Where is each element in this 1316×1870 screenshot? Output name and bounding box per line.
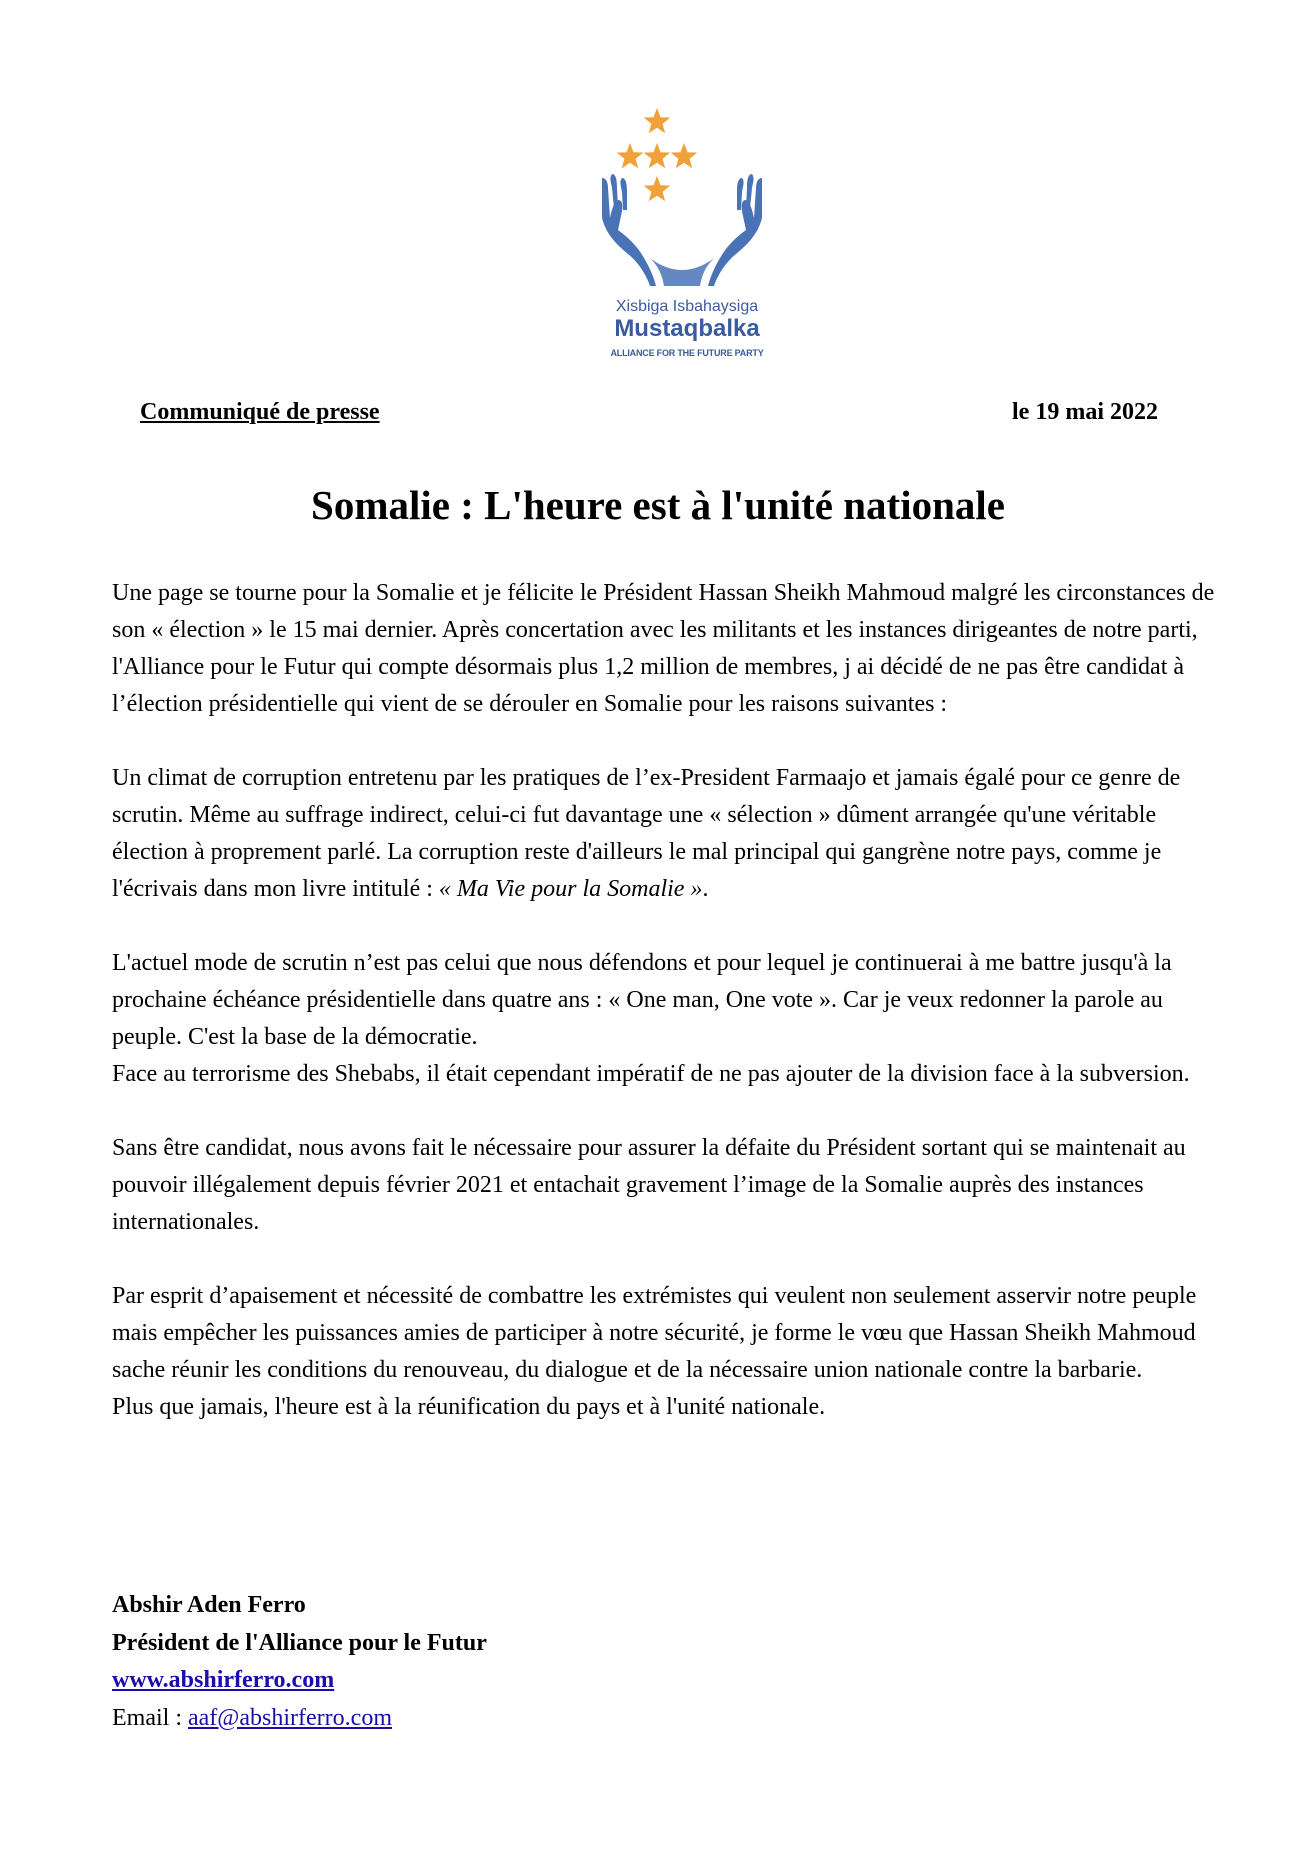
release-date: le 19 mai 2022 [1012, 399, 1158, 425]
paragraph-2-text: Un climat de corruption entretenu par les pratiques de l’ex-President Farmaajo et jamais égalé pour ce genre de scrutin. Même au suffrage indirect, celui-ci fut davantage une « sélection » dûment arrangée qu'une véritable élection à proprement parlé. La corruption reste d'ailleurs le mal principal qui gangrène notre pays, comme je l'écrivais dans mon livre intitulé : [112, 765, 1181, 902]
paragraph-7: Plus que jamais, l'heure est à la réunification du pays et à l'unité nationale. [112, 1394, 826, 1420]
paragraph-2-end: . [702, 876, 709, 902]
email-link[interactable]: aaf@abshirferro.com [187, 1704, 392, 1731]
logo-name-english: ALLIANCE FOR THE FUTURE PARTY [610, 348, 764, 358]
logo-name-somali: Xisbiga Isbahaysiga [615, 298, 759, 315]
party-logo [592, 108, 782, 358]
email-label: Email : [112, 1704, 188, 1731]
signature-block [112, 1587, 487, 1737]
book-title: « Ma Vie pour la Somalie » [438, 876, 703, 902]
logo-name-main: Mustaqbalka [614, 315, 760, 342]
paragraph-3: L'actuel mode de scrutin n’est pas celui que nous défendons et pour lequel je continuerai à me battre jusqu'à la prochaine échéance présidentielle dans quatre ans : « One man, One vote ». Car je veux redonner la parole au peuple. C'est la base de la démocratie. [112, 950, 1172, 1050]
star-icon [671, 143, 698, 168]
paragraph-5: Sans être candidat, nous avons fait le nécessaire pour assurer la défaite du Président sortant qui se maintenait au pouvoir illégalement depuis février 2021 et entachait gravement l’image de la Somalie auprès des instances internationales. [112, 1135, 1186, 1235]
star-icon [644, 143, 671, 168]
email-line [112, 1700, 487, 1738]
press-release-body [112, 575, 1222, 1463]
page-title: Somalie : L'heure est à l'unité nationale [311, 482, 1005, 528]
signatory-name: Abshir Aden Ferro [112, 1592, 306, 1618]
paragraph-6: Par esprit d’apaisement et nécessité de combattre les extrémistes qui veulent non seulement asservir notre peuple mais empêcher les puissances amies de participer à notre sécurité, je forme le vœu que Hassan Sheikh Mahmoud sache réunir les conditions du renouveau, du dialogue et de la nécessaire union nationale contre la barbarie. [112, 1283, 1197, 1383]
paragraph-2 [112, 760, 1222, 908]
star-icon [644, 108, 671, 133]
star-icon [617, 143, 644, 168]
website-link[interactable]: www.abshirferro.com [112, 1667, 335, 1693]
hands-icon [602, 174, 762, 286]
logo-graphic [592, 108, 782, 298]
signatory-role: Président de l'Alliance pour le Futur [112, 1629, 487, 1656]
press-release-label: Communiqué de presse [140, 399, 380, 425]
star-icon [644, 176, 671, 201]
paragraph-4: Face au terrorisme des Shebabs, il était cependant impératif de ne pas ajouter de la division face à la subversion. [112, 1061, 1190, 1087]
paragraph-1: Une page se tourne pour la Somalie et je félicite le Président Hassan Sheikh Mahmoud malgré les circonstances de son « élection » le 15 mai dernier. Après concertation avec les militants et les instances dirigeantes de notre parti, l'Alliance pour le Futur qui compte désormais plus 1,2 million de membres, j ai décidé de ne pas être candidat à l’élection présidentielle qui vient de se dérouler en Somalie pour les raisons suivantes : [112, 580, 1215, 717]
